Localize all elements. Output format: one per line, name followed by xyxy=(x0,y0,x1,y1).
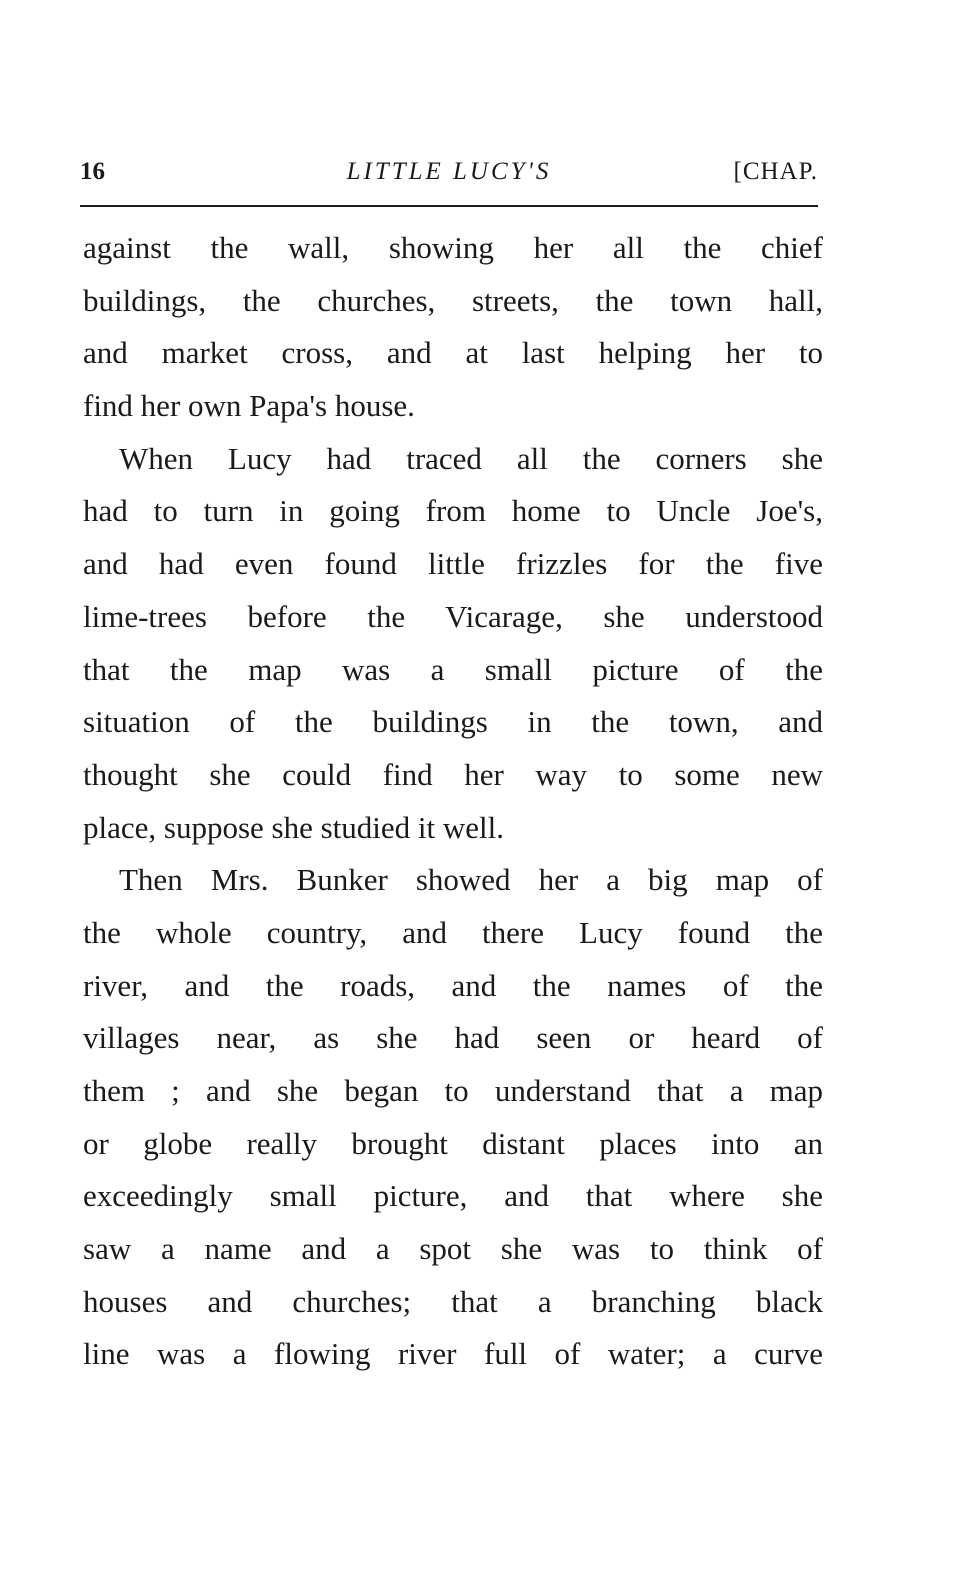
text-line: and had even found little frizzles for the five xyxy=(83,546,823,582)
text-line: saw a name and a spot she was to think of xyxy=(83,1231,823,1267)
text-line: the whole country, and there Lucy found the xyxy=(83,914,823,950)
text-line: and market cross, and at last helping her to xyxy=(83,335,823,371)
text-line: buildings, the churches, streets, the town hall, xyxy=(83,282,823,318)
text-line: them ; and she began to understand that a map xyxy=(83,1073,823,1108)
running-title: LITTLE LUCY'S xyxy=(346,158,552,185)
text-line: against the wall, showing her all the chief xyxy=(83,230,823,265)
text-line: lime-trees before the Vicarage, she understood xyxy=(83,598,823,634)
text-line: had to turn in going from home to Uncle Joe's, xyxy=(83,493,823,529)
text-line: that the map was a small picture of the xyxy=(83,651,823,687)
text-line: thought she could find her way to some new xyxy=(83,756,823,792)
text-line: exceedingly small picture, and that where she xyxy=(83,1178,823,1214)
page-number: 16 xyxy=(80,158,105,185)
page-body xyxy=(83,222,823,1381)
text-line: river, and the roads, and the names of the xyxy=(83,967,823,1003)
text-line: situation of the buildings in the town, and xyxy=(83,704,823,740)
text-line: place, suppose she studied it well. xyxy=(83,809,504,845)
chapter-mark: [CHAP. xyxy=(733,158,818,185)
text-line: Then Mrs. Bunker showed her a big map of xyxy=(119,862,823,898)
text-line: or globe really brought distant places into an xyxy=(83,1125,823,1161)
text-line: When Lucy had traced all the corners she xyxy=(119,440,823,476)
header-rule xyxy=(80,205,818,207)
text-line: find her own Papa's house. xyxy=(83,388,415,424)
text-line: villages near, as she had seen or heard of xyxy=(83,1020,823,1056)
text-line: houses and churches; that a branching black xyxy=(83,1283,823,1319)
text-line: line was a flowing river full of water; a curve xyxy=(83,1336,823,1372)
running-header xyxy=(80,152,818,192)
